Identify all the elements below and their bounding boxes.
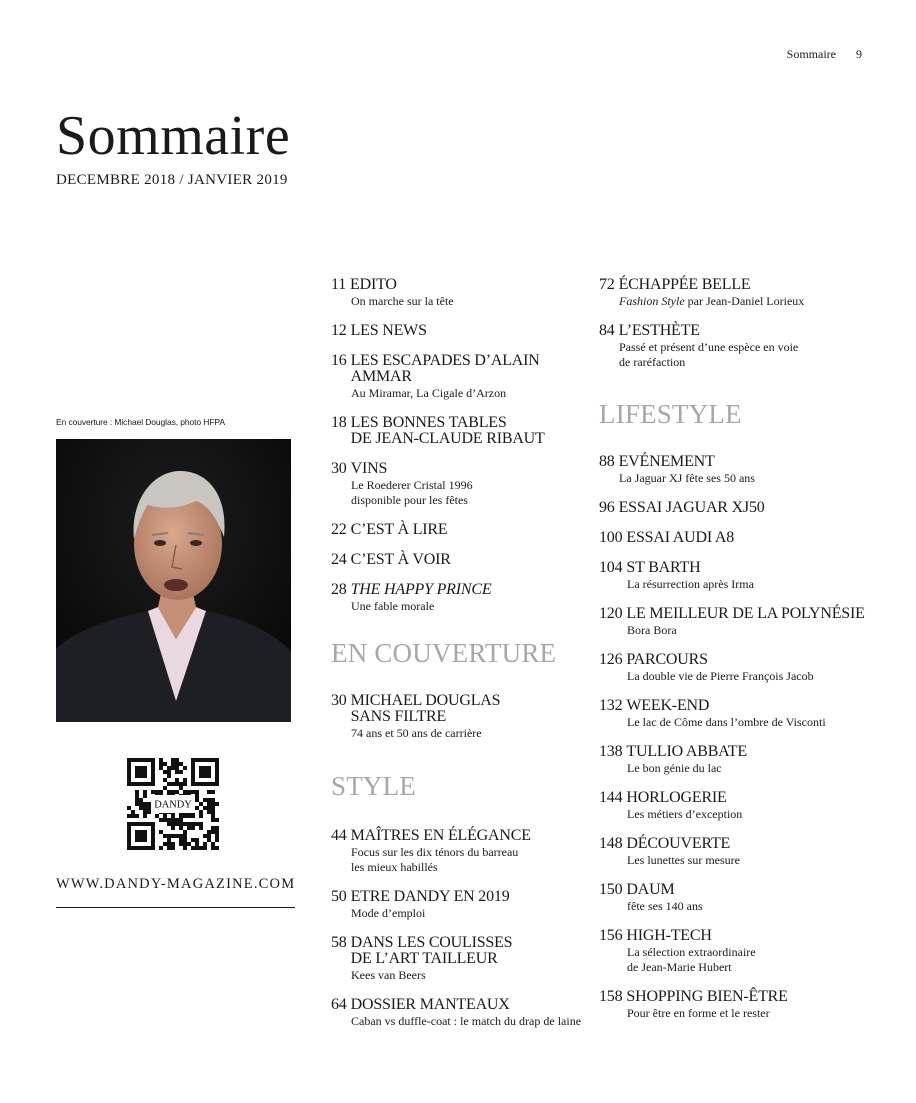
toc-page-number: 158 [599, 988, 623, 1005]
toc-title-line: LES ESCAPADES D’ALAIN AMMAR [350, 352, 540, 385]
page-title: Sommaire [56, 105, 291, 167]
toc-page-number: 11 [331, 276, 347, 293]
toc-entry-title [626, 652, 869, 668]
toc-entry-title [626, 836, 869, 852]
toc-entry-description [627, 1006, 869, 1021]
toc-title-line: WEEK-END [626, 697, 710, 714]
toc-entry-title [626, 560, 869, 576]
toc-page-number: 126 [599, 651, 623, 668]
toc-title-line: DAUM [626, 881, 675, 898]
toc-entry-title [626, 790, 869, 806]
toc-page-number: 148 [599, 835, 623, 852]
toc-title-line: DE JEAN-CLAUDE RIBAUT [350, 430, 545, 447]
toc-entry-heading [331, 353, 593, 385]
toc-entry-heading [331, 997, 593, 1013]
toc-entry[interactable] [599, 323, 869, 370]
toc-entry-title [619, 323, 869, 339]
toc-page-number: 88 [599, 453, 615, 470]
toc-entry[interactable] [331, 997, 593, 1029]
toc-column-2 [599, 277, 869, 1035]
toc-column-1 [331, 277, 593, 1043]
toc-entry-description [627, 807, 869, 822]
toc-entry-heading [599, 560, 869, 576]
toc-entry-description [627, 669, 869, 684]
toc-entry-title [626, 530, 869, 546]
toc-entry-title [626, 698, 869, 714]
toc-entry-title [351, 522, 593, 538]
toc-entry-heading [331, 935, 593, 967]
toc-entry-heading [599, 652, 869, 668]
toc-entry-description [351, 906, 593, 921]
toc-entry-heading [599, 454, 869, 470]
toc-description-line: Une fable morale [351, 599, 435, 613]
toc-page-number: 120 [599, 605, 623, 622]
toc-title-line: SANS FILTRE [350, 708, 447, 725]
toc-title-line: HIGH-TECH [626, 927, 712, 944]
toc-description-line: La résurrection après Irma [627, 577, 754, 591]
toc-entry-description [627, 853, 869, 868]
toc-page-number: 156 [599, 927, 623, 944]
toc-entry-title [626, 989, 869, 1005]
toc-title-line: ESSAI JAGUAR XJ50 [618, 499, 765, 516]
toc-title-line: DANS LES COULISSES [350, 934, 513, 951]
toc-entry-heading [599, 928, 869, 944]
toc-page-number: 44 [331, 827, 347, 844]
toc-description-line: La double vie de Pierre François Jacob [627, 669, 814, 683]
toc-entry[interactable] [599, 928, 869, 975]
toc-page-number: 104 [599, 559, 623, 576]
toc-entry-description [619, 340, 869, 370]
toc-entry-heading [331, 889, 593, 905]
toc-description-line: Kees van Beers [351, 968, 426, 982]
toc-description-line: Les lunettes sur mesure [627, 853, 740, 867]
toc-entry[interactable] [331, 935, 593, 983]
toc-description-line: fête ses 140 ans [627, 899, 703, 913]
qr-code[interactable] [127, 758, 219, 850]
toc-description-line: Pour être en forme et le rester [627, 1006, 770, 1020]
toc-page-number: 58 [331, 934, 347, 951]
toc-entry-heading [599, 323, 869, 339]
toc-page-number: 18 [331, 414, 347, 431]
toc-page-number: 100 [599, 529, 623, 546]
toc-page-number: 30 [331, 460, 347, 477]
toc-description-line: Focus sur les dix ténors du barreau [351, 845, 519, 859]
toc-entry-heading [599, 989, 869, 1005]
toc-entry-description [351, 294, 593, 309]
toc-entry[interactable] [331, 693, 593, 741]
toc-title-line: PARCOURS [626, 651, 708, 668]
toc-entry-description [351, 478, 593, 508]
toc-page-number: 22 [331, 521, 347, 538]
toc-entry[interactable] [599, 530, 869, 546]
toc-entry-description [627, 761, 869, 776]
toc-page-number: 24 [331, 551, 347, 568]
toc-description-line: Caban vs duffle-coat : le match du drap de laine [351, 1014, 582, 1028]
toc-title-line: LE MEILLEUR DE LA POLYNÉSIE [626, 605, 865, 622]
toc-entry-description [627, 623, 869, 638]
toc-description-italic: Fashion Style [619, 294, 685, 308]
toc-group-lifestyle [599, 454, 869, 1021]
toc-entry-heading [331, 461, 593, 477]
toc-entry[interactable] [599, 454, 869, 486]
section-label: Sommaire [786, 47, 836, 61]
toc-entry[interactable] [599, 698, 869, 730]
toc-entry-title [351, 552, 593, 568]
toc-entry-description [627, 715, 869, 730]
section-heading-lifestyle: LIFESTYLE [599, 399, 742, 429]
toc-entry[interactable] [599, 277, 869, 309]
toc-description-line: de raréfaction [619, 355, 686, 369]
toc-entry-title [351, 997, 593, 1013]
toc-description-line: La Jaguar XJ fête ses 50 ans [619, 471, 755, 485]
toc-entry[interactable] [331, 277, 593, 309]
toc-entry-title [351, 935, 593, 967]
toc-page-number: 12 [331, 322, 347, 339]
toc-title-line: ETRE DANDY EN 2019 [350, 888, 510, 905]
toc-entry[interactable] [331, 353, 593, 401]
qr-code-icon [127, 758, 219, 850]
toc-entry-title [619, 500, 869, 516]
toc-entry[interactable] [331, 828, 593, 875]
toc-entry-description [351, 599, 593, 614]
toc-entry-title [351, 889, 593, 905]
toc-description-line: Le bon génie du lac [627, 761, 722, 775]
toc-description-line: Au Miramar, La Cigale d’Arzon [351, 386, 507, 400]
toc-entry-heading [599, 790, 869, 806]
website-link[interactable]: WWW.DANDY-MAGAZINE.COM [56, 876, 296, 892]
toc-entry-heading [599, 277, 869, 293]
toc-entry[interactable] [599, 790, 869, 822]
issue-date: DECEMBRE 2018 / JANVIER 2019 [56, 172, 288, 188]
section-heading-style: STYLE [331, 771, 416, 801]
cover-caption: En couverture : Michael Douglas, photo HFPA [56, 417, 225, 427]
toc-entry-description [351, 386, 593, 401]
toc-entry-heading [331, 582, 593, 598]
toc-description-line: On marche sur la tête [351, 294, 454, 308]
toc-entry-description [351, 1014, 593, 1029]
toc-title-line: EVÉNEMENT [618, 453, 715, 470]
toc-page-number: 96 [599, 499, 615, 516]
toc-description-rest: par Jean-Daniel Lorieux [684, 294, 805, 308]
toc-title-line: C’EST À VOIR [350, 551, 451, 568]
toc-entry-title [351, 353, 593, 385]
toc-title-line: EDITO [350, 276, 397, 293]
toc-title-line: VINS [350, 460, 388, 477]
toc-entry-title [619, 454, 869, 470]
toc-group-main [331, 277, 593, 614]
toc-title-line: ÉCHAPPÉE BELLE [618, 276, 751, 293]
toc-title-line: LES NEWS [350, 322, 427, 339]
toc-entry-heading [599, 698, 869, 714]
toc-entry[interactable] [331, 461, 593, 508]
toc-entry-heading [331, 323, 593, 339]
toc-title-line: ESSAI AUDI A8 [626, 529, 735, 546]
toc-title-line: DÉCOUVERTE [626, 835, 731, 852]
toc-entry-title [351, 828, 593, 844]
toc-entry-heading [599, 606, 869, 622]
toc-entry-title [350, 277, 593, 293]
toc-title-line: ST BARTH [626, 559, 701, 576]
toc-entry-title [619, 277, 869, 293]
toc-entry-heading [331, 415, 593, 447]
toc-entry-description [627, 577, 869, 592]
toc-title-line: TULLIO ABBATE [626, 743, 747, 760]
toc-entry-description [351, 845, 593, 875]
toc-title-line: HORLOGERIE [626, 789, 727, 806]
toc-description-line: de Jean-Marie Hubert [627, 960, 732, 974]
toc-title-line: DOSSIER MANTEAUX [350, 996, 510, 1013]
toc-page-number: 132 [599, 697, 623, 714]
toc-entry[interactable] [599, 836, 869, 868]
toc-entry-description [627, 899, 869, 914]
toc-description-line: disponible pour les fêtes [351, 493, 468, 507]
toc-entry[interactable] [331, 552, 593, 568]
toc-entry[interactable] [599, 606, 869, 638]
toc-entry-title [626, 744, 869, 760]
toc-entry-title [351, 693, 593, 725]
toc-entry[interactable] [331, 889, 593, 921]
toc-page-number: 72 [599, 276, 615, 293]
toc-entry[interactable] [599, 500, 869, 516]
toc-title-line: SHOPPING BIEN-ÊTRE [626, 988, 788, 1005]
toc-title-line: C’EST À LIRE [350, 521, 448, 538]
toc-page-number: 30 [331, 692, 347, 709]
toc-description-line: 74 ans et 50 ans de carrière [351, 726, 482, 740]
toc-group-cover [331, 693, 593, 741]
toc-entry[interactable] [331, 522, 593, 538]
toc-description-line: Passé et présent d’une espèce en voie [619, 340, 799, 354]
toc-title-line: THE HAPPY PRINCE [350, 581, 492, 598]
toc-entry[interactable] [599, 989, 869, 1021]
toc-entry[interactable] [599, 652, 869, 684]
toc-entry-heading [599, 500, 869, 516]
toc-entry-title [351, 323, 593, 339]
toc-page-number: 16 [331, 352, 347, 369]
portrait-illustration [56, 439, 291, 722]
toc-entry[interactable] [599, 560, 869, 592]
page-number: 9 [856, 47, 862, 61]
toc-description-line: Les métiers d’exception [627, 807, 743, 821]
toc-title-line: L’ESTHÈTE [618, 322, 700, 339]
toc-page-number: 138 [599, 743, 623, 760]
toc-entry[interactable] [331, 582, 593, 614]
toc-title-line: MICHAEL DOUGLAS [350, 692, 501, 709]
toc-page-number: 150 [599, 881, 623, 898]
toc-page-number: 84 [599, 322, 615, 339]
toc-title-line: MAÎTRES EN ÉLÉGANCE [350, 827, 531, 844]
toc-entry-title [351, 415, 593, 447]
toc-entry-title [626, 606, 869, 622]
toc-entry-heading [599, 744, 869, 760]
toc-entry-heading [331, 693, 593, 725]
toc-entry-description [351, 726, 593, 741]
toc-page-number: 50 [331, 888, 347, 905]
toc-entry-title [626, 882, 869, 898]
toc-entry-description [351, 968, 593, 983]
toc-entry-heading [599, 882, 869, 898]
toc-description-line: Mode d’emploi [351, 906, 426, 920]
toc-description-line: Bora Bora [627, 623, 677, 637]
toc-entry-heading [331, 277, 593, 293]
toc-entry-title [626, 928, 869, 944]
section-heading-cover: EN COUVERTURE [331, 638, 557, 668]
toc-entry[interactable] [331, 323, 593, 339]
toc-description-line: les mieux habillés [351, 860, 438, 874]
toc-group-travel [599, 277, 869, 370]
toc-entry-description [627, 945, 869, 975]
qr-label: DANDY [154, 799, 192, 811]
divider [56, 907, 295, 908]
toc-description-line: Le lac de Côme dans l’ombre de Visconti [627, 715, 826, 729]
toc-description-line: La sélection extraordinaire [627, 945, 756, 959]
toc-page-number: 64 [331, 996, 347, 1013]
cover-photo [56, 439, 291, 722]
toc-entry[interactable] [599, 882, 869, 914]
toc-entry-heading [331, 522, 593, 538]
running-head [787, 47, 862, 62]
toc-page-number: 144 [599, 789, 623, 806]
toc-description-line: Le Roederer Cristal 1996 [351, 478, 473, 492]
toc-entry-description [619, 471, 869, 486]
toc-entry[interactable] [599, 744, 869, 776]
toc-entry-title [351, 461, 593, 477]
toc-title-line: LES BONNES TABLES [350, 414, 507, 431]
toc-entry-title [351, 582, 593, 598]
toc-page-number: 28 [331, 581, 347, 598]
toc-entry-heading [331, 552, 593, 568]
toc-entry-heading [599, 836, 869, 852]
toc-entry-description [619, 294, 869, 309]
toc-entry-heading [599, 530, 869, 546]
toc-entry[interactable] [331, 415, 593, 447]
toc-title-line: DE L’ART TAILLEUR [350, 950, 498, 967]
toc-group-style [331, 828, 593, 1029]
toc-entry-heading [331, 828, 593, 844]
